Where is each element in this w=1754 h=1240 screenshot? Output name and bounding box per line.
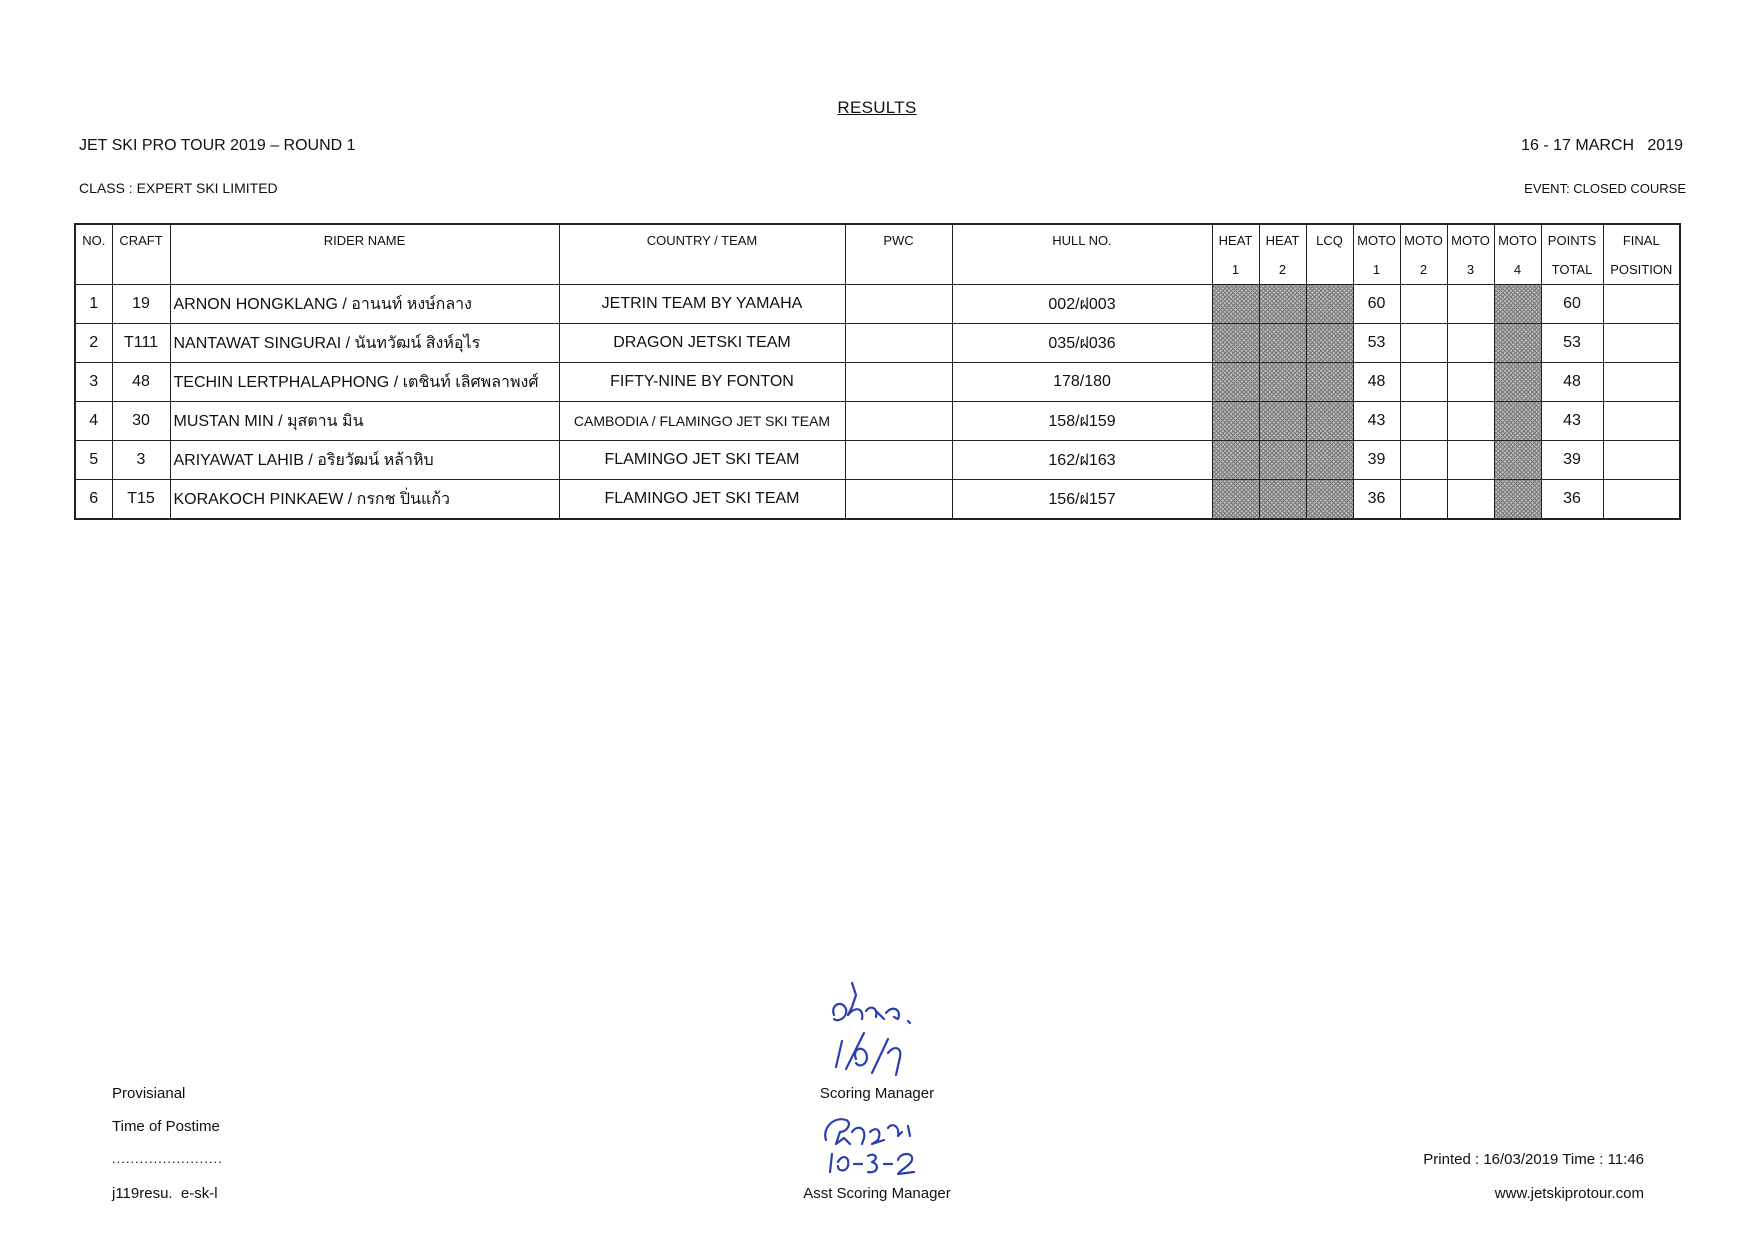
cell-points: 53 — [1541, 324, 1603, 363]
event-name: JET SKI PRO TOUR 2019 – ROUND 1 — [79, 137, 356, 154]
col-subheader-pwc — [845, 255, 952, 285]
cell-points: 39 — [1541, 441, 1603, 480]
class-label: CLASS : EXPERT SKI LIMITED — [79, 180, 278, 196]
col-header-rider: RIDER NAME — [170, 224, 559, 255]
col-subheader-moto2: 2 — [1400, 255, 1447, 285]
col-subheader-moto4: 4 — [1494, 255, 1541, 285]
cell-hull: 158/ฝ159 — [952, 402, 1212, 441]
cell-hull: 002/ฝ003 — [952, 285, 1212, 324]
cell-points: 48 — [1541, 363, 1603, 402]
cell-team: FLAMINGO JET SKI TEAM — [559, 441, 845, 480]
scoring-manager-signature — [812, 975, 932, 1085]
cell-lcq-shaded — [1306, 285, 1353, 324]
col-subheader-moto1: 1 — [1353, 255, 1400, 285]
time-of-posting-value: ........................ — [112, 1151, 223, 1166]
col-header-heat2: HEAT — [1259, 224, 1306, 255]
cell-moto3 — [1447, 363, 1494, 402]
col-subheader-rider — [170, 255, 559, 285]
cell-moto1: 48 — [1353, 363, 1400, 402]
cell-team: FLAMINGO JET SKI TEAM — [559, 480, 845, 520]
cell-points: 60 — [1541, 285, 1603, 324]
cell-moto4-shaded — [1494, 402, 1541, 441]
cell-heat1-shaded — [1212, 441, 1259, 480]
cell-final — [1603, 402, 1680, 441]
table-header-row — [75, 224, 1680, 255]
table-header-row-2 — [75, 255, 1680, 285]
cell-moto2 — [1400, 402, 1447, 441]
cell-team: FIFTY-NINE BY FONTON — [559, 363, 845, 402]
table-row — [75, 402, 1680, 441]
col-header-points: POINTS — [1541, 224, 1603, 255]
cell-moto2 — [1400, 441, 1447, 480]
cell-moto3 — [1447, 480, 1494, 520]
col-header-moto4: MOTO — [1494, 224, 1541, 255]
col-header-lcq: LCQ — [1306, 224, 1353, 255]
cell-no: 4 — [75, 402, 112, 441]
cell-points: 43 — [1541, 402, 1603, 441]
cell-rider: MUSTAN MIN / มุสตาน มิน — [170, 402, 559, 441]
scoring-manager-label: Scoring Manager — [819, 1085, 935, 1102]
cell-moto2 — [1400, 480, 1447, 520]
cell-heat2-shaded — [1259, 324, 1306, 363]
cell-moto1: 60 — [1353, 285, 1400, 324]
cell-no: 6 — [75, 480, 112, 520]
col-header-pwc: PWC — [845, 224, 952, 255]
cell-hull: 035/ฝ036 — [952, 324, 1212, 363]
cell-heat1-shaded — [1212, 402, 1259, 441]
website-link[interactable]: www.jetskiprotour.com — [1494, 1185, 1644, 1202]
cell-no: 1 — [75, 285, 112, 324]
cell-rider: ARIYAWAT LAHIB / อริยวัฒน์ หล้าหิบ — [170, 441, 559, 480]
cell-hull: 156/ฝ157 — [952, 480, 1212, 520]
asst-scoring-manager-label: Asst Scoring Manager — [803, 1185, 951, 1202]
cell-lcq-shaded — [1306, 363, 1353, 402]
cell-rider: KORAKOCH PINKAEW / กรกช ปิ่นแก้ว — [170, 480, 559, 520]
table-row — [75, 285, 1680, 324]
cell-hull: 178/180 — [952, 363, 1212, 402]
cell-rider: NANTAWAT SINGURAI / นันทวัฒน์ สิงห์อุไร — [170, 324, 559, 363]
col-subheader-no — [75, 255, 112, 285]
col-subheader-lcq — [1306, 255, 1353, 285]
cell-craft: 3 — [112, 441, 170, 480]
col-subheader-moto3: 3 — [1447, 255, 1494, 285]
table-row — [75, 480, 1680, 520]
cell-craft: 19 — [112, 285, 170, 324]
cell-heat2-shaded — [1259, 480, 1306, 520]
cell-pwc — [845, 285, 952, 324]
cell-moto2 — [1400, 285, 1447, 324]
cell-no: 2 — [75, 324, 112, 363]
cell-moto4-shaded — [1494, 324, 1541, 363]
cell-points: 36 — [1541, 480, 1603, 520]
cell-final — [1603, 324, 1680, 363]
cell-rider: TECHIN LERTPHALAPHONG / เตชินท์ เลิศพลาพงศ์ — [170, 363, 559, 402]
printed-timestamp: Printed : 16/03/2019 Time : 11:46 — [1423, 1151, 1644, 1168]
cell-moto4-shaded — [1494, 363, 1541, 402]
table-row — [75, 441, 1680, 480]
cell-moto1: 39 — [1353, 441, 1400, 480]
col-header-no: NO. — [75, 224, 112, 255]
cell-moto3 — [1447, 324, 1494, 363]
cell-craft: T111 — [112, 324, 170, 363]
cell-moto1: 36 — [1353, 480, 1400, 520]
cell-heat2-shaded — [1259, 402, 1306, 441]
cell-heat1-shaded — [1212, 480, 1259, 520]
col-header-heat1: HEAT — [1212, 224, 1259, 255]
cell-pwc — [845, 363, 952, 402]
cell-craft: T15 — [112, 480, 170, 520]
cell-moto1: 43 — [1353, 402, 1400, 441]
cell-lcq-shaded — [1306, 324, 1353, 363]
page-title: RESULTS — [837, 98, 917, 117]
cell-no: 5 — [75, 441, 112, 480]
file-reference: j119resu. e-sk-l — [112, 1185, 218, 1202]
col-header-hull: HULL NO. — [952, 224, 1212, 255]
cell-craft: 30 — [112, 402, 170, 441]
table-row — [75, 363, 1680, 402]
cell-moto2 — [1400, 363, 1447, 402]
col-header-moto2: MOTO — [1400, 224, 1447, 255]
cell-team: JETRIN TEAM BY YAMAHA — [559, 285, 845, 324]
cell-lcq-shaded — [1306, 480, 1353, 520]
col-header-craft: CRAFT — [112, 224, 170, 255]
cell-moto3 — [1447, 285, 1494, 324]
cell-craft: 48 — [112, 363, 170, 402]
cell-final — [1603, 480, 1680, 520]
cell-hull: 162/ฝ163 — [952, 441, 1212, 480]
event-type-label: EVENT: CLOSED COURSE — [1524, 181, 1686, 196]
cell-heat1-shaded — [1212, 285, 1259, 324]
cell-final — [1603, 363, 1680, 402]
asst-scoring-manager-signature — [818, 1110, 928, 1180]
cell-heat1-shaded — [1212, 324, 1259, 363]
cell-moto4-shaded — [1494, 285, 1541, 324]
cell-team: DRAGON JETSKI TEAM — [559, 324, 845, 363]
col-subheader-hull — [952, 255, 1212, 285]
cell-pwc — [845, 480, 952, 520]
cell-moto4-shaded — [1494, 480, 1541, 520]
event-dates: 16 - 17 MARCH 2019 — [1521, 137, 1683, 154]
cell-pwc — [845, 441, 952, 480]
cell-moto1: 53 — [1353, 324, 1400, 363]
col-header-moto3: MOTO — [1447, 224, 1494, 255]
col-subheader-craft — [112, 255, 170, 285]
cell-final — [1603, 285, 1680, 324]
cell-lcq-shaded — [1306, 402, 1353, 441]
col-header-team: COUNTRY / TEAM — [559, 224, 845, 255]
cell-moto3 — [1447, 441, 1494, 480]
cell-pwc — [845, 324, 952, 363]
cell-moto4-shaded — [1494, 441, 1541, 480]
col-header-final: FINAL — [1603, 224, 1680, 255]
cell-team: CAMBODIA / FLAMINGO JET SKI TEAM — [559, 402, 845, 441]
col-subheader-team — [559, 255, 845, 285]
cell-heat1-shaded — [1212, 363, 1259, 402]
table-row — [75, 324, 1680, 363]
provisional-label: Provisianal — [112, 1085, 186, 1102]
cell-heat2-shaded — [1259, 285, 1306, 324]
cell-pwc — [845, 402, 952, 441]
col-subheader-heat2: 2 — [1259, 255, 1306, 285]
cell-rider: ARNON HONGKLANG / อานนท์ หงษ์กลาง — [170, 285, 559, 324]
cell-lcq-shaded — [1306, 441, 1353, 480]
col-subheader-final: POSITION — [1603, 255, 1680, 285]
col-subheader-heat1: 1 — [1212, 255, 1259, 285]
cell-no: 3 — [75, 363, 112, 402]
col-header-moto1: MOTO — [1353, 224, 1400, 255]
results-table — [74, 223, 1681, 520]
cell-final — [1603, 441, 1680, 480]
cell-moto3 — [1447, 402, 1494, 441]
col-subheader-points: TOTAL — [1541, 255, 1603, 285]
time-of-posting-label: Time of Postime — [112, 1118, 220, 1135]
cell-heat2-shaded — [1259, 441, 1306, 480]
cell-moto2 — [1400, 324, 1447, 363]
cell-heat2-shaded — [1259, 363, 1306, 402]
